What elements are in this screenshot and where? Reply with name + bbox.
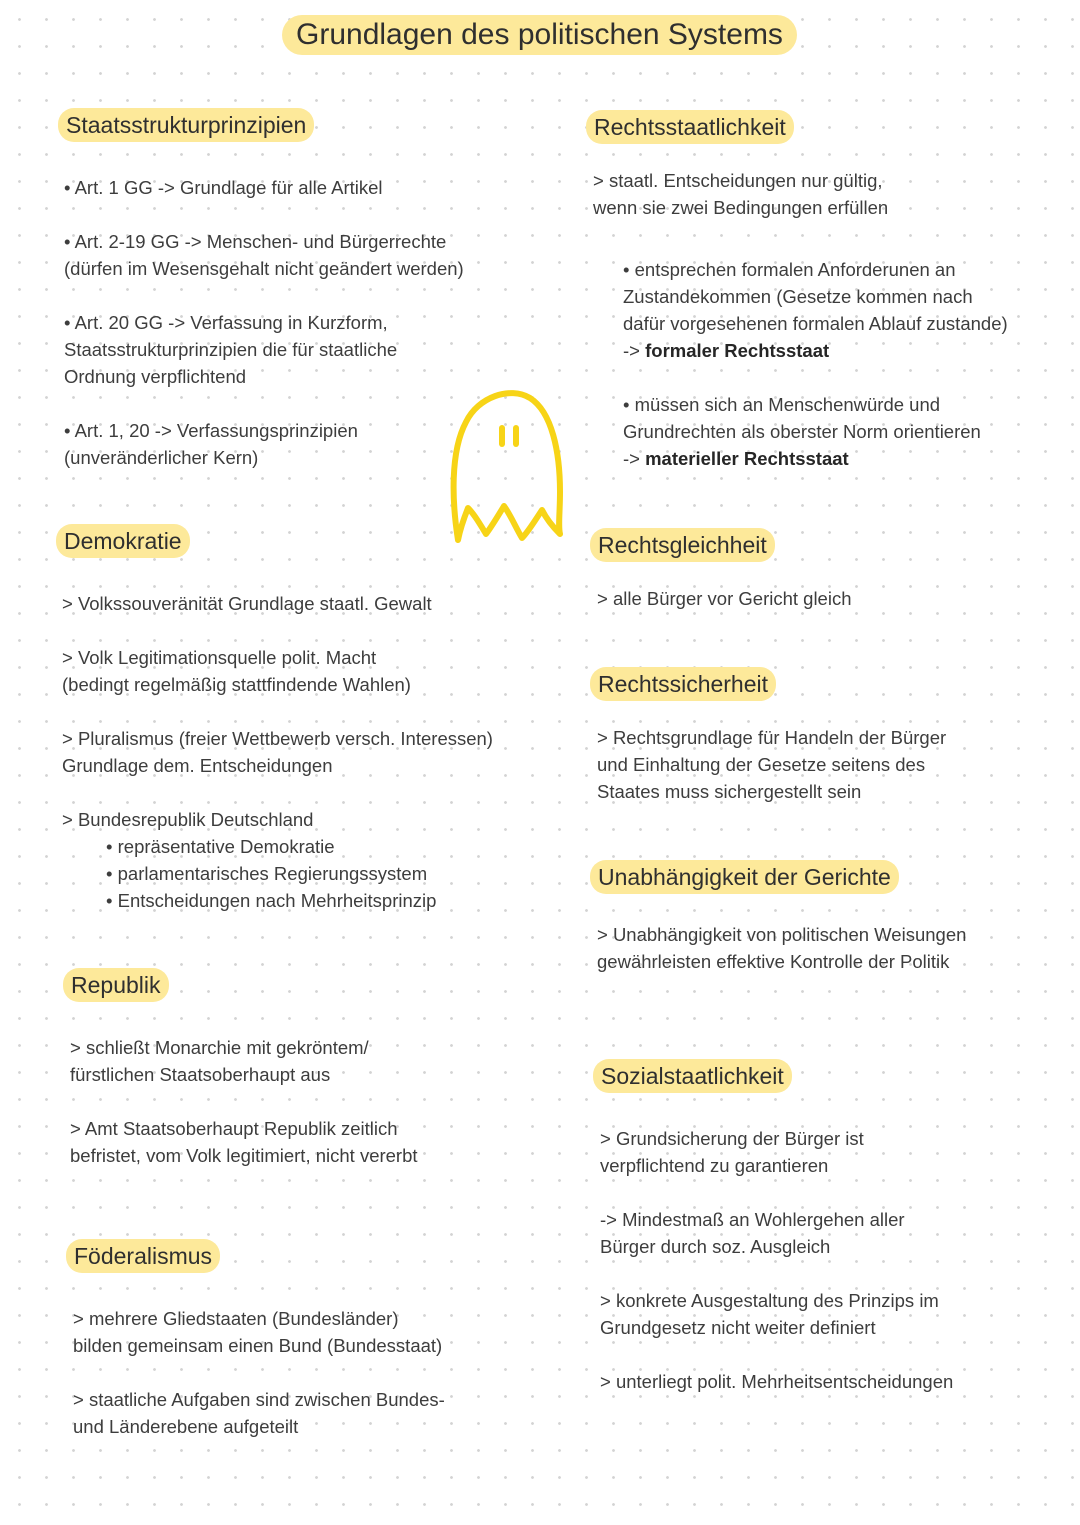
text-line: > schließt Monarchie mit gekröntem/ <box>70 1037 369 1058</box>
text-line: verpflichtend zu garantieren <box>600 1155 829 1176</box>
text-line: > unterliegt polit. Mehrheitsentscheidungen <box>600 1371 954 1392</box>
heading-rechtssicherheit: Rechtssicherheit <box>590 667 776 701</box>
text-line: > staatliche Aufgaben sind zwischen Bundes- <box>73 1389 445 1410</box>
text-line: Staates muss sichergestellt sein <box>597 781 862 802</box>
arrow-text: -> <box>623 448 646 469</box>
sub-list-item: • parlamentarisches Regierungssystem <box>106 860 436 887</box>
text-line: (unveränderlicher Kern) <box>64 447 259 468</box>
text-block <box>600 1206 905 1260</box>
text-line: • müssen sich an Menschenwürde und <box>623 394 941 415</box>
text-line: > Pluralismus (freier Wettbewerb versch. Interessen) <box>62 728 493 749</box>
text-block <box>64 309 397 390</box>
text-line: Grundlage dem. Entscheidungen <box>62 755 333 776</box>
text-block <box>73 1305 442 1359</box>
text-line: Grundgesetz nicht weiter definiert <box>600 1317 876 1338</box>
text-block <box>623 256 1008 364</box>
text-line <box>623 445 981 472</box>
text-block <box>597 921 966 975</box>
text-block <box>62 644 411 698</box>
text-block <box>597 585 852 612</box>
text-line: (dürfen im Wesensgehalt nicht geändert werden) <box>64 258 464 279</box>
text-line: Zustandekommen (Gesetze kommen nach <box>623 286 973 307</box>
text-line: (bedingt regelmäßig stattfindende Wahlen) <box>62 674 411 695</box>
text-line: Bürger durch soz. Ausgleich <box>600 1236 831 1257</box>
heading-republik: Republik <box>63 968 169 1002</box>
text-block <box>70 1034 369 1088</box>
text-line: > mehrere Gliedstaaten (Bundesländer) <box>73 1308 399 1329</box>
text-block <box>600 1287 939 1341</box>
text-line: bilden gemeinsam einen Bund (Bundesstaat) <box>73 1335 443 1356</box>
text-line: • Art. 1 GG -> Grundlage für alle Artikel <box>64 177 383 198</box>
text-block <box>62 590 432 617</box>
text-block <box>62 806 436 914</box>
text-line: • Art. 1, 20 -> Verfassungsprinzipien <box>64 420 358 441</box>
text-block <box>600 1368 953 1395</box>
text-block <box>623 391 981 472</box>
heading-rechtsgleichheit: Rechtsgleichheit <box>590 528 775 562</box>
text-line: und Einhaltung der Gesetze seitens des <box>597 754 926 775</box>
text-line: > Rechtsgrundlage für Handeln der Bürger <box>597 727 947 748</box>
text-line: > Bundesrepublik Deutschland <box>62 809 314 830</box>
text-line: Staatsstrukturprinzipien die für staatliche <box>64 339 398 360</box>
sub-list-item: • repräsentative Demokratie <box>106 833 436 860</box>
text-block <box>70 1115 418 1169</box>
text-line: -> Mindestmaß an Wohlergehen aller <box>600 1209 905 1230</box>
bold-term: formaler Rechtsstaat <box>645 340 830 361</box>
arrow-text: -> <box>623 340 646 361</box>
text-block <box>64 174 383 201</box>
text-line: und Länderebene aufgeteilt <box>73 1416 299 1437</box>
text-line: dafür vorgesehenen formalen Ablauf zustande) <box>623 313 1008 334</box>
heading-demokratie: Demokratie <box>56 524 190 558</box>
text-line: Ordnung verpflichtend <box>64 366 247 387</box>
text-line: > Volkssouveränität Grundlage staatl. Gewalt <box>62 593 432 614</box>
sub-list <box>62 833 436 914</box>
text-block <box>600 1125 864 1179</box>
heading-foederalismus: Föderalismus <box>66 1239 220 1273</box>
text-line: > Unabhängigkeit von politischen Weisungen <box>597 924 967 945</box>
page-title: Grundlagen des politischen Systems <box>282 15 797 55</box>
text-block <box>64 228 464 282</box>
text-block <box>593 167 888 221</box>
text-line: > Volk Legitimationsquelle polit. Macht <box>62 647 377 668</box>
heading-rechtsstaatlichkeit: Rechtsstaatlichkeit <box>586 110 794 144</box>
text-line: fürstlichen Staatsoberhaupt aus <box>70 1064 331 1085</box>
text-line: gewährleisten effektive Kontrolle der Politik <box>597 951 950 972</box>
text-line: wenn sie zwei Bedingungen erfüllen <box>593 197 889 218</box>
text-line <box>623 337 1008 364</box>
text-block <box>64 417 358 471</box>
text-line: Grundrechten als oberster Norm orientieren <box>623 421 981 442</box>
ghost-doodle-icon <box>448 382 566 546</box>
sub-list-item: • Entscheidungen nach Mehrheitsprinzip <box>106 887 436 914</box>
text-block <box>73 1386 445 1440</box>
text-line: • entsprechen formalen Anforderunen an <box>623 259 956 280</box>
text-line: > alle Bürger vor Gericht gleich <box>597 588 852 609</box>
text-block <box>597 724 946 805</box>
text-line: > Grundsicherung der Bürger ist <box>600 1128 864 1149</box>
text-line: • Art. 20 GG -> Verfassung in Kurzform, <box>64 312 388 333</box>
text-line: > Amt Staatsoberhaupt Republik zeitlich <box>70 1118 398 1139</box>
text-line: > staatl. Entscheidungen nur gültig, <box>593 170 883 191</box>
text-line: > konkrete Ausgestaltung des Prinzips im <box>600 1290 939 1311</box>
text-line: • Art. 2-19 GG -> Menschen- und Bürgerrechte <box>64 231 447 252</box>
text-block <box>62 725 493 779</box>
heading-unabhaengigkeit-der-gerichte: Unabhängigkeit der Gerichte <box>590 860 899 894</box>
heading-sozialstaatlichkeit: Sozialstaatlichkeit <box>593 1059 792 1093</box>
text-line: befristet, vom Volk legitimiert, nicht vererbt <box>70 1145 418 1166</box>
heading-staatsstrukturprinzipien: Staatsstrukturprinzipien <box>58 108 314 142</box>
bold-term: materieller Rechtsstaat <box>645 448 849 469</box>
